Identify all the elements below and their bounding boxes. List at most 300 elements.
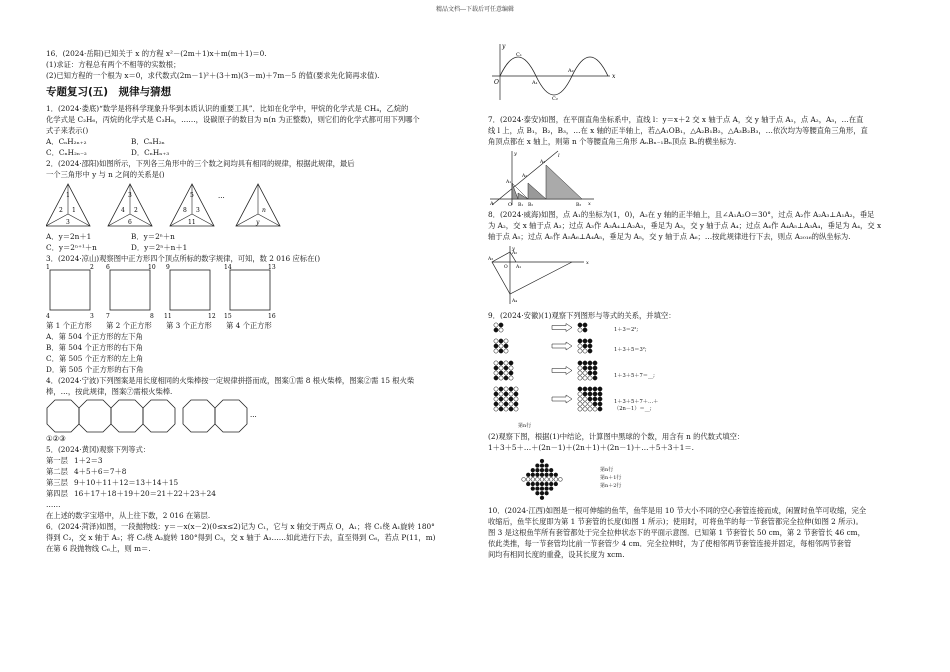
- dot: [540, 464, 544, 468]
- q16-line: (1)求证：方程总有两个不相等的实数根；: [46, 60, 181, 69]
- q4-octagon: [111, 400, 143, 432]
- q1-options: [46, 147, 456, 158]
- q9-nrow-label: 第n行: [518, 423, 532, 429]
- q6-line: 在第 6 段抛物线 C₆上，则 m＝.: [46, 544, 151, 553]
- dot: [509, 371, 513, 375]
- dot: [514, 387, 518, 391]
- dot: [593, 361, 597, 365]
- arrow-icon: [552, 395, 572, 403]
- q5-row: [46, 466, 456, 477]
- fig8-x-label: x: [586, 260, 589, 266]
- q3-option-b: B．第 504 个正方形的右下角: [46, 343, 143, 352]
- q5-row: [46, 455, 456, 466]
- q5-row: [46, 477, 456, 488]
- dot: [588, 371, 592, 375]
- dot: [554, 473, 558, 477]
- dot: [545, 491, 549, 495]
- dot: [494, 402, 498, 406]
- q2-tri-left: 4: [121, 207, 125, 214]
- dot: [588, 344, 592, 348]
- dot: [583, 397, 587, 401]
- dot: [536, 482, 540, 486]
- dot: [499, 323, 503, 327]
- q9-2-line: (2)观察下图，根据(1)中结论，计算图中黑球的个数，用含有 n 的代数式填空：: [488, 432, 745, 441]
- dot: [588, 392, 592, 396]
- dot: [598, 407, 602, 411]
- dot: [509, 366, 513, 370]
- dot: [545, 468, 549, 472]
- q2-line: 一个三角形中 y 与 n 之间的关系是(): [46, 170, 165, 179]
- q10-line: 10．(2024·江西)如图是一根可伸缩的鱼竿，鱼竿是用 10 节大小不同的空心套管连接而成，闲置时鱼竿可收缩，完全: [488, 506, 867, 515]
- q3-label-bl: 4: [46, 313, 50, 320]
- q3-label-bl: 11: [164, 313, 172, 320]
- dot: [593, 407, 597, 411]
- dot: [593, 387, 597, 391]
- dot: [588, 397, 592, 401]
- dot: [499, 371, 503, 375]
- q1-option-a: A．CₙH₂ₙ₊₂: [46, 137, 87, 146]
- fig7-line-l: l: [558, 153, 560, 159]
- q7-line: 角顶点都在 x 轴上，则第 n 个等腰直角三角形 AₙBₙ₋₁Bₙ顶点 Bₙ的横坐标为.: [488, 137, 737, 146]
- dot: [531, 487, 535, 491]
- q3-label-tl: 9: [166, 264, 170, 271]
- dot: [504, 344, 508, 348]
- dot: [494, 344, 498, 348]
- q2-tri-right: 3: [196, 207, 200, 214]
- dot: [499, 328, 503, 332]
- q4-line: 4．(2024·宁波)下列图案是用长度相同的火柴棒按一定规律拼搭而成，图案①需 8 根火柴棒，图案②需 15 根火柴: [46, 376, 415, 385]
- q9-row-label: 第n＋1行: [600, 475, 622, 481]
- dot: [494, 349, 498, 353]
- q9-eq: （2n－1）＝__;: [614, 406, 652, 412]
- dot: [593, 371, 597, 375]
- dot: [593, 402, 597, 406]
- dot: [540, 487, 544, 491]
- dot: [583, 387, 587, 391]
- q3-label-tr: 13: [268, 264, 276, 271]
- dot: [545, 473, 549, 477]
- dot: [494, 339, 498, 343]
- fig7-b1: B₁: [518, 203, 524, 207]
- dot: [583, 344, 587, 348]
- q3-label-tr: 10: [148, 264, 156, 271]
- q3-label-tl: 14: [224, 264, 232, 271]
- q9-figure-1: [488, 321, 918, 431]
- dot: [509, 402, 513, 406]
- q3-square-label: 第 1 个正方形: [46, 321, 92, 330]
- dot: [540, 478, 544, 482]
- dot: [499, 376, 503, 380]
- fig6-x-label: x: [612, 73, 616, 80]
- dot: [583, 402, 587, 406]
- q3-square-label: 第 4 个正方形: [226, 321, 272, 330]
- q16-line: (2)已知方程的一个根为 x＝0，求代数式(2m－1)²＋(3＋m)(3－m)＋7m－5 的值(要求先化简再求值).: [46, 71, 380, 80]
- q5-row-label: 第三层: [46, 478, 68, 487]
- dot: [554, 478, 558, 482]
- dot: [578, 328, 582, 332]
- q9-line: 9．(2024·安徽)(1)观察下列图形与等式的关系，并填空：: [488, 311, 676, 320]
- dot: [578, 397, 582, 401]
- dot: [514, 392, 518, 396]
- q4-line: 棒，…，按此规律，图案⑦需根火柴棒.: [46, 387, 173, 396]
- fig8-a1: A₁: [516, 265, 522, 270]
- q5-row-label: 第一层: [46, 456, 68, 465]
- arrow-icon: [552, 324, 572, 332]
- q2-triangle: [108, 184, 152, 226]
- dot: [509, 387, 513, 391]
- dot: [549, 487, 553, 491]
- q2-tri-bottom: y: [256, 219, 260, 226]
- dot: [578, 361, 582, 365]
- dot: [494, 371, 498, 375]
- dot: [549, 468, 553, 472]
- arrow-icon: [552, 367, 572, 375]
- dot: [578, 376, 582, 380]
- q8-line: 8．(2024·威海)如图，点 A₁的坐标为(1，0)，A₂在 y 轴的正半轴上，且∠A₁A₂O＝30°，过点 A₂作 A₂A₃⊥A₁A₂，垂足: [488, 210, 875, 219]
- q4-octagon: [143, 400, 175, 432]
- fig8-a3: A₃: [488, 257, 494, 262]
- q5-line: 5．(2024·黄冈)观察下列等式：: [46, 445, 151, 454]
- fig6-origin: O: [494, 79, 499, 86]
- dot: [536, 468, 540, 472]
- dot: [540, 468, 544, 472]
- fig7-origin: O: [508, 202, 513, 207]
- dot: [499, 392, 503, 396]
- dot: [504, 349, 508, 353]
- dot: [504, 392, 508, 396]
- fig8-a2: A₂: [512, 251, 518, 256]
- dot: [509, 407, 513, 411]
- dot: [588, 339, 592, 343]
- dot: [522, 478, 526, 482]
- q3-label-br: 3: [90, 313, 94, 320]
- dot: [514, 407, 518, 411]
- dot: [545, 487, 549, 491]
- q9-eq: 1＋3＝2²;: [614, 327, 639, 333]
- q9-dots-figure: [488, 321, 688, 431]
- dot: [509, 392, 513, 396]
- dot: [588, 402, 592, 406]
- dot: [583, 366, 587, 370]
- dot: [504, 407, 508, 411]
- page-header: 精品文档---下载后可任意编辑: [435, 6, 515, 13]
- q5-ellipsis: ……: [46, 500, 61, 509]
- q5-row-eq: 16＋17＋18＋19＋20＝21＋22＋23＋24: [74, 489, 216, 498]
- q2-option-a: A．y＝2n＋1: [46, 232, 92, 241]
- q9-row-label: 第n＋2行: [600, 483, 622, 489]
- q2-tri-left: 8: [183, 207, 187, 214]
- dot: [509, 361, 513, 365]
- dot: [540, 473, 544, 477]
- dot: [593, 366, 597, 370]
- dot: [583, 349, 587, 353]
- dot: [531, 478, 535, 482]
- arrow-icon: [552, 342, 572, 350]
- q16-line: 16．(2024·岳阳)已知关于 x 的方程 x²－(2m＋1)x＋m(m＋1)＝0.: [46, 49, 267, 58]
- q4-octagon: [79, 400, 111, 432]
- dot: [526, 478, 530, 482]
- dot: [578, 371, 582, 375]
- q3-label-br: 12: [208, 313, 216, 320]
- dot: [588, 349, 592, 353]
- dot: [593, 376, 597, 380]
- fig7-y-label: y: [514, 151, 517, 157]
- dot: [499, 349, 503, 353]
- dot: [494, 323, 498, 327]
- dot: [494, 376, 498, 380]
- fig6-a1: A₁: [532, 80, 538, 86]
- dot: [494, 407, 498, 411]
- dot: [583, 339, 587, 343]
- q4-ellipsis: ···: [250, 413, 257, 421]
- dot: [499, 407, 503, 411]
- q10-line: 间均有相同长度的重叠，设其长度为 xcm.: [488, 550, 625, 559]
- q3-label-bl: 15: [224, 313, 232, 320]
- dot: [499, 387, 503, 391]
- dot: [598, 402, 602, 406]
- dot: [583, 392, 587, 396]
- dot: [526, 473, 530, 477]
- q2-option-c: C．y＝2ⁿ⁺¹＋n: [46, 243, 97, 252]
- dot: [578, 349, 582, 353]
- dot: [514, 402, 518, 406]
- q1-line: 式子来表示(): [46, 126, 89, 135]
- dot: [509, 397, 513, 401]
- q1-option-b: B．CₙH₂ₙ: [131, 137, 165, 146]
- dot: [536, 491, 540, 495]
- q8-line: 轴于点 A₅；过点 A₅作 A₅A₆⊥A₄A₅，垂足为 A₅，交 y 轴于点 A₆；…按此规律进行下去，则点 A₂₀₁₆的纵坐标为.: [488, 232, 851, 241]
- dot: [540, 459, 544, 463]
- dot: [494, 397, 498, 401]
- q3-line: 3．(2024·凉山)观察图中正方形四个顶点所标的数字规律，可知，数 2 016 应标在(): [46, 254, 321, 263]
- dot: [504, 361, 508, 365]
- dot: [494, 366, 498, 370]
- q6-line: 得到 C₂，交 x 轴于 A₂；将 C₂绕 A₂旋转 180°得到 C₃，交 x 轴于 A₃……如此进行下去，直至得到 C₆，若点 P(11，m): [46, 533, 436, 542]
- fig7-a: A: [490, 201, 494, 207]
- fig6-c1: C₁: [516, 52, 522, 58]
- q1-line: 1．(2024·娄底)“数学是将科学现象升华到本质认识的重要工具”．比如在化学中，甲烷的化学式是 CH₄，乙烷的: [46, 104, 409, 113]
- q9-row-label: 第n行: [600, 467, 614, 473]
- q2-triangle: [46, 184, 90, 226]
- fig8-origin: O: [504, 265, 508, 270]
- q1-option-d: D．CₙHₙ₊₃: [131, 148, 170, 157]
- dot: [598, 387, 602, 391]
- q8-line: 为 A₂，交 x 轴于点 A₃；过点 A₃作 A₃A₄⊥A₂A₃，垂足为 A₃，交 y 轴于点 A₄；过点 A₄作 A₄A₅⊥A₃A₄，垂足为 A₄，交 x: [488, 221, 882, 230]
- q6-parabola-figure: [488, 42, 618, 104]
- dot: [531, 482, 535, 486]
- fig7-x-label: x: [588, 201, 591, 207]
- q2-tri-top: 1: [66, 192, 70, 199]
- dot: [578, 339, 582, 343]
- dot: [588, 407, 592, 411]
- dot: [549, 473, 553, 477]
- fig7-a1: A₁: [506, 180, 512, 185]
- fig7-a3: A₃: [540, 160, 546, 165]
- q3-square-labels: [46, 320, 456, 331]
- dot: [504, 402, 508, 406]
- dot: [583, 371, 587, 375]
- dot: [598, 397, 602, 401]
- q9-2-line: 1＋3＋5＋…＋(2n－1)＋(2n＋1)＋(2n－1)＋…＋5＋3＋1＝.: [488, 443, 694, 452]
- q3-option-a: A．第 504 个正方形的左下角: [46, 332, 143, 341]
- dot: [554, 482, 558, 486]
- q10-line: 依此类推，每一节套管均比前一节套管少 4 cm．完全拉伸时，为了使相邻两节套管连接并固定，每相邻两节套管: [488, 539, 852, 548]
- dot: [531, 468, 535, 472]
- q1-line: 化学式是 C₂H₆，丙烷的化学式是 C₃H₈，……，设碳原子的数目为 n(n 为正整数)，则它们的化学式都可用下列哪个: [46, 115, 420, 124]
- dot: [504, 366, 508, 370]
- dot: [583, 407, 587, 411]
- q3-option-d: D．第 505 个正方形的右下角: [46, 365, 144, 374]
- q5-row-label: 第四层: [46, 489, 68, 498]
- q4-figure-labels: ①②③: [46, 434, 66, 443]
- dot: [504, 376, 508, 380]
- dot: [583, 361, 587, 365]
- dot: [494, 387, 498, 391]
- dot: [499, 339, 503, 343]
- dot: [536, 464, 540, 468]
- dot: [509, 376, 513, 380]
- dot: [549, 482, 553, 486]
- q3-square: [106, 264, 156, 320]
- q4-octagons-figure: [46, 399, 266, 433]
- dot: [578, 344, 582, 348]
- q2-triangle: [236, 184, 280, 226]
- q3-square-label: 第 2 个正方形: [106, 321, 152, 330]
- dot: [540, 496, 544, 500]
- q2-option-b: B．y＝2ⁿ＋n: [131, 232, 175, 241]
- dot: [559, 478, 563, 482]
- q5-row-eq: 9＋10＋11＋12＝13＋14＋15: [74, 478, 179, 487]
- q2-line: 2．(2024·邵阳)如图所示，下列各三角形中的三个数之间均具有相同的规律，根据此规律，最后: [46, 159, 355, 168]
- dot: [514, 397, 518, 401]
- q9-eq: 1＋3＋5＋7＋…＋: [614, 399, 659, 405]
- dot: [504, 371, 508, 375]
- dot: [499, 402, 503, 406]
- dot: [545, 478, 549, 482]
- dot: [549, 478, 553, 482]
- dot: [536, 473, 540, 477]
- dot: [583, 376, 587, 380]
- q3-label-tl: 6: [106, 264, 110, 271]
- q7-line: 7．(2024·泰安)如图，在平面直角坐标系中，直线 l：y＝x＋2 交 x 轴于点 A，交 y 轴于点 A₁，点 A₂，A₃，…在直: [488, 115, 864, 124]
- dot: [540, 482, 544, 486]
- q2-tri-left: 2: [59, 207, 63, 214]
- q4-octagon: [183, 400, 215, 432]
- dot: [499, 366, 503, 370]
- dot: [545, 482, 549, 486]
- fig6-a2: A₂: [568, 68, 574, 74]
- dot: [504, 397, 508, 401]
- q7-triangles-figure: [488, 149, 598, 207]
- q3-square: [224, 264, 276, 320]
- q9-eq: 1＋3＋5＝3²;: [614, 347, 647, 353]
- q2-ellipsis: ···: [218, 194, 225, 202]
- fig8-a4: A₄: [512, 299, 518, 304]
- q1-option-c: C．CₙH₂ₙ₋₂: [46, 148, 87, 157]
- dot: [504, 339, 508, 343]
- dot: [499, 361, 503, 365]
- q4-octagon: [47, 400, 79, 432]
- q10-line: 图 3 是这根鱼竿所有套管都处于完全拉伸状态下的平面示意图．已知第 1 节套管长 50 cm，第 2 节套管长 46 cm，: [488, 528, 865, 537]
- fig7-b3: B₃: [576, 203, 582, 207]
- q2-options: [46, 231, 456, 242]
- q2-tri-bottom: 11: [188, 219, 196, 226]
- dot: [588, 387, 592, 391]
- q5-row: [46, 488, 456, 499]
- dot: [499, 397, 503, 401]
- dot: [578, 387, 582, 391]
- dot: [583, 323, 587, 327]
- dot: [578, 392, 582, 396]
- q4-octagon: [215, 400, 247, 432]
- dot: [504, 387, 508, 391]
- q3-square-label: 第 3 个正方形: [166, 321, 212, 330]
- dot: [593, 392, 597, 396]
- q3-label-br: 16: [268, 313, 276, 320]
- q2-tri-bottom: 3: [66, 219, 70, 226]
- dot: [578, 407, 582, 411]
- dot: [536, 478, 540, 482]
- dot: [578, 366, 582, 370]
- dot: [598, 392, 602, 396]
- q5-tail: 在上述的数字宝塔中，从上往下数，2 016 在第层.: [46, 511, 211, 520]
- fig7-b2: B₂: [528, 203, 534, 207]
- dot: [531, 473, 535, 477]
- q9-eq: 1＋3＋5＋7＝__;: [614, 373, 655, 379]
- q3-squares-figure: [46, 264, 306, 320]
- q2-tri-right: n: [262, 207, 266, 214]
- q9-figure-2: [488, 453, 918, 505]
- dot: [588, 366, 592, 370]
- q3-label-bl: 7: [106, 313, 110, 320]
- fig8-y-label: y: [512, 246, 515, 252]
- dot: [583, 328, 587, 332]
- q2-tri-right: 1: [72, 207, 76, 214]
- right-column: [488, 43, 918, 560]
- q6-line: 6．(2024·菏泽)如图，一段抛物线：y＝－x(x－2)(0≤x≤2)记为 C₁，它与 x 轴交于两点 O，A₁；将 C₁绕 A₁旋转 180°: [46, 522, 435, 531]
- q8-figure: [488, 244, 598, 308]
- dot: [494, 328, 498, 332]
- q5-row-eq: 4＋5＋6＝7＋8: [74, 467, 127, 476]
- q3-square: [46, 264, 94, 320]
- q7-line: 线 l 上，点 B₁，B₂，B₃，…在 x 轴的正半轴上，若△A₁OB₁，△A₂B₁B₂，△A₃B₂B₃，…依次均为等腰直角三角形，直: [488, 126, 868, 135]
- left-column: [46, 48, 456, 554]
- q3-square: [164, 264, 216, 320]
- dot: [578, 402, 582, 406]
- fig7-a2: A₂: [522, 174, 528, 179]
- dot: [578, 323, 582, 327]
- dot: [499, 344, 503, 348]
- q3-label-br: 8: [150, 313, 154, 320]
- dot: [494, 392, 498, 396]
- dot: [494, 361, 498, 365]
- q1-options: [46, 136, 456, 147]
- dot: [588, 376, 592, 380]
- q3-label-tr: 2: [90, 264, 94, 271]
- q9-diamond-figure: [488, 453, 668, 505]
- fig6-c2: C₂: [552, 96, 558, 102]
- q2-tri-top: 3: [128, 192, 132, 199]
- q2-tri-top: 5: [190, 192, 194, 199]
- dot: [526, 482, 530, 486]
- dot: [536, 487, 540, 491]
- section-title: 专题复习(五) 规律与猜想: [46, 86, 172, 98]
- q2-options: [46, 242, 456, 253]
- dot: [540, 491, 544, 495]
- q5-row-label: 第二层: [46, 467, 68, 476]
- dot: [545, 464, 549, 468]
- dot: [588, 361, 592, 365]
